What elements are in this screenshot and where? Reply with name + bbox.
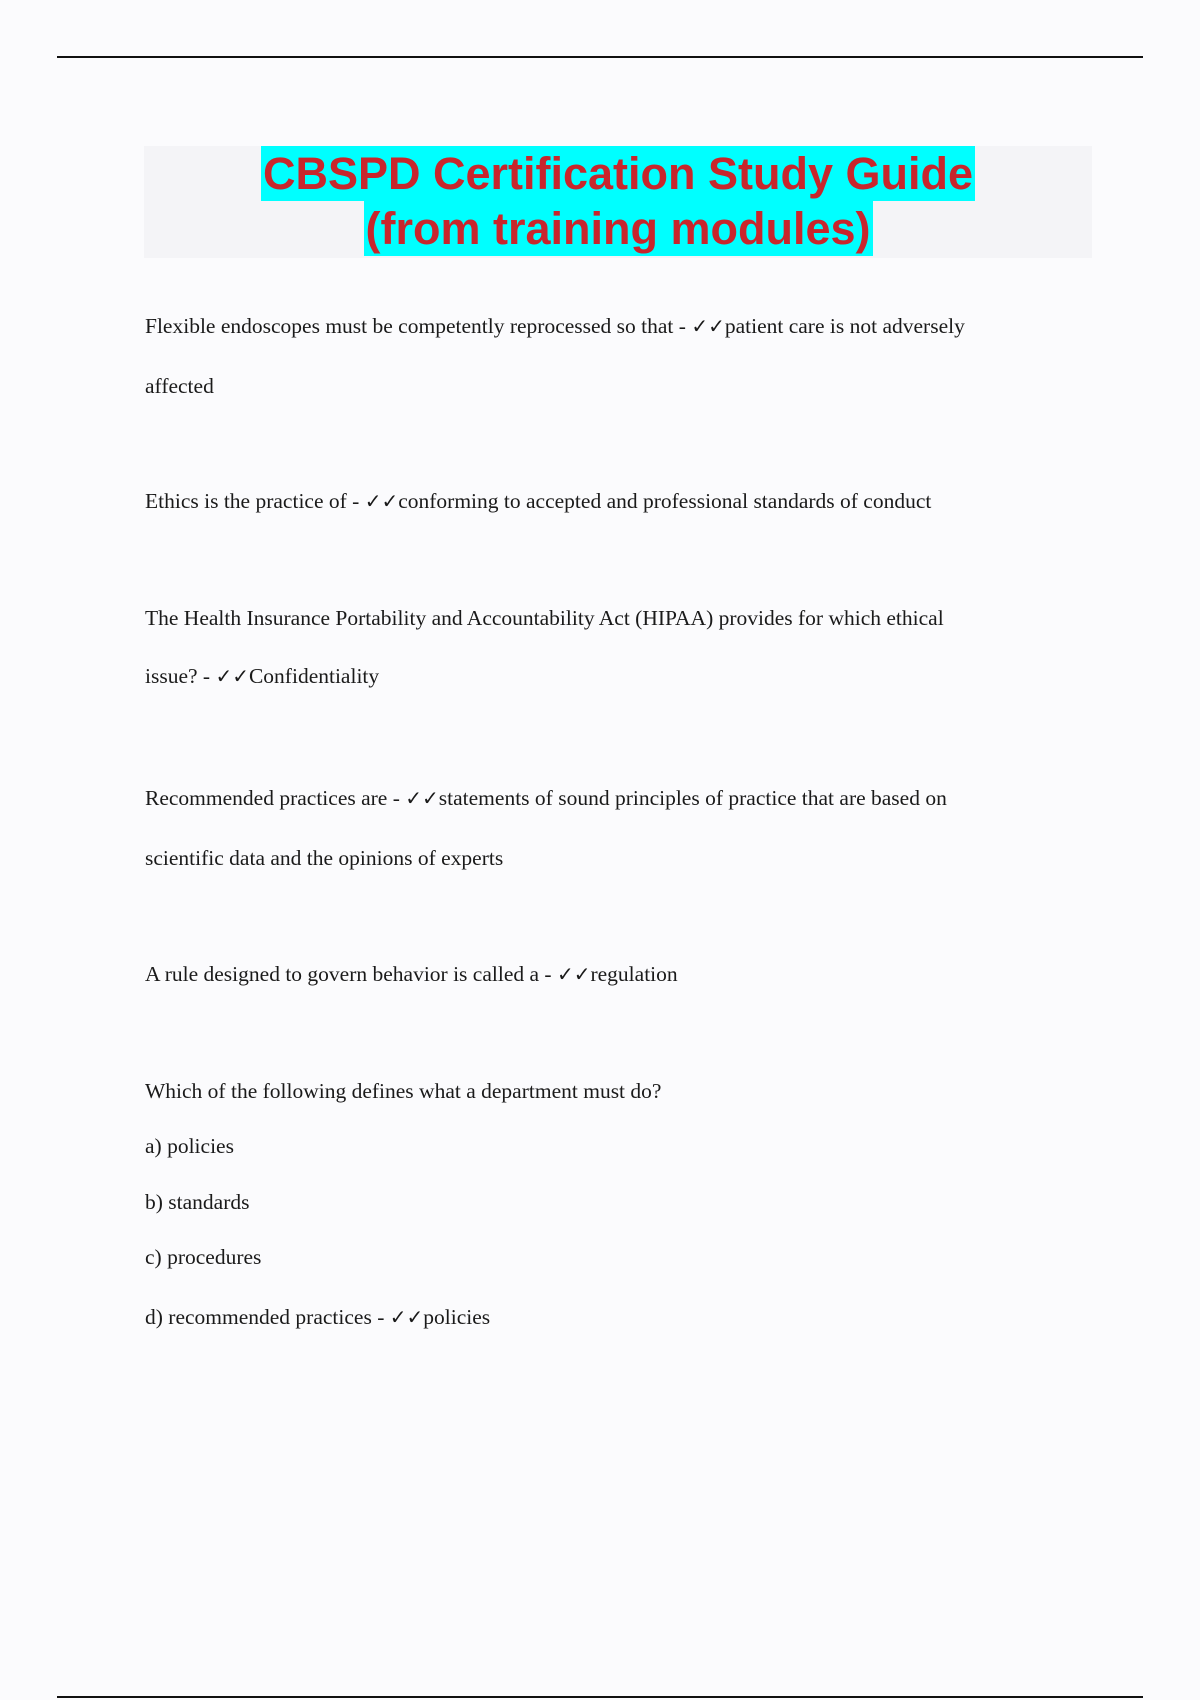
double-check-icon: ✓✓: [215, 664, 249, 688]
question-3-continuation: issue? -: [145, 664, 216, 688]
question-1-line-1: [145, 314, 965, 339]
top-rule: [57, 56, 1143, 58]
document-title-line-2: (from training modules): [365, 203, 871, 254]
question-6-text: Which of the following defines what a department must do?: [145, 1079, 662, 1103]
double-check-icon: ✓✓: [389, 1305, 424, 1329]
question-4-text: Recommended practices are -: [145, 786, 406, 810]
question-2-line-1: [145, 489, 931, 514]
question-1-text: Flexible endoscopes must be competently reprocessed so that -: [145, 314, 692, 338]
answer-4-text: statements of sound principles of practice that are based on: [438, 786, 947, 810]
option-c: [145, 1245, 261, 1270]
question-3-line-2: [145, 664, 379, 689]
option-b: [145, 1190, 250, 1215]
answer-3-text: Confidentiality: [248, 664, 380, 688]
answer-6-text: policies: [423, 1305, 491, 1329]
question-4-line-1: [145, 786, 947, 811]
question-3-text: The Health Insurance Portability and Accountability Act (HIPAA) provides for which ethical: [145, 606, 944, 630]
option-d-text: d) recommended practices -: [145, 1305, 390, 1329]
option-a: [145, 1134, 234, 1159]
option-a-text: a) policies: [145, 1134, 234, 1158]
answer-1-continuation: affected: [145, 374, 214, 398]
answer-2-text: conforming to accepted and professional standards of conduct: [398, 489, 932, 513]
double-check-icon: ✓✓: [556, 962, 591, 986]
answer-1-text: patient care is not adversely: [724, 314, 965, 338]
answer-4-continuation: scientific data and the opinions of experts: [145, 846, 504, 870]
bottom-rule: [57, 1696, 1143, 1698]
double-check-icon: ✓✓: [691, 314, 725, 338]
double-check-icon: ✓✓: [364, 489, 399, 513]
double-check-icon: ✓✓: [405, 786, 439, 810]
question-5-text: A rule designed to govern behavior is called a -: [145, 962, 557, 986]
question-2-text: Ethics is the practice of -: [145, 489, 365, 513]
option-b-text: b) standards: [145, 1190, 250, 1214]
question-6-line-1: [145, 1079, 661, 1104]
question-3-line-1: [145, 606, 944, 631]
option-d: [145, 1305, 490, 1330]
question-5-line-1: [145, 962, 678, 987]
question-4-line-2: [145, 846, 503, 871]
option-c-text: c) procedures: [145, 1245, 262, 1269]
title-block: [144, 146, 1092, 258]
answer-5-text: regulation: [590, 962, 678, 986]
document-title-line-1: CBSPD Certification Study Guide: [262, 148, 974, 199]
question-1-line-2: [145, 374, 214, 399]
